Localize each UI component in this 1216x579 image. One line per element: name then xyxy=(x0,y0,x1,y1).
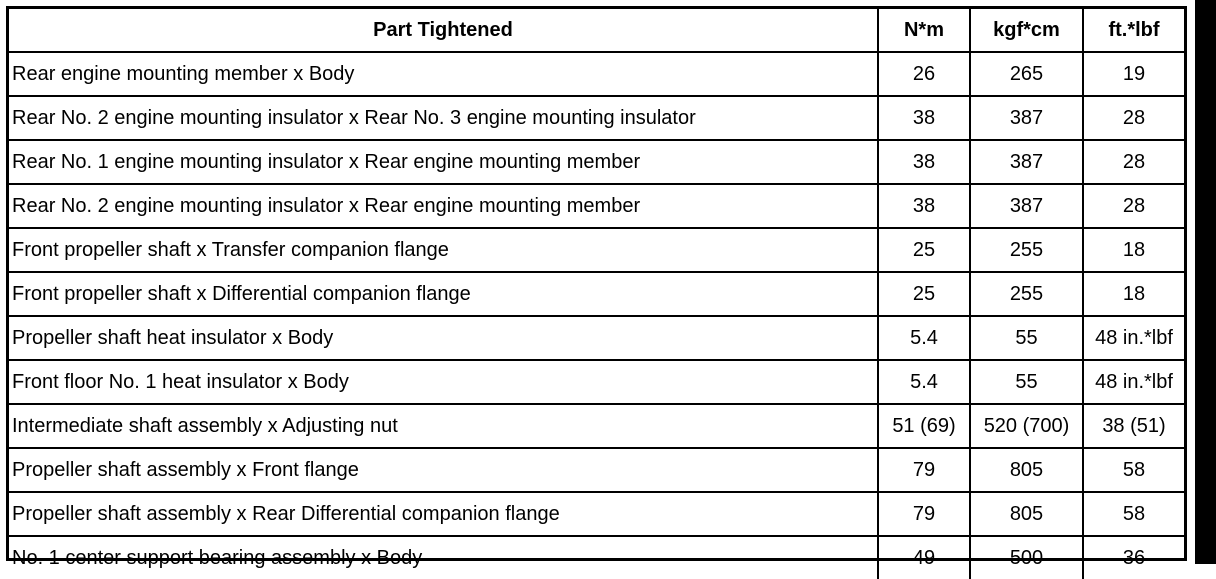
kgf-cell: 387 xyxy=(970,140,1083,184)
ft-cell: 18 xyxy=(1083,228,1184,272)
part-cell: Rear No. 2 engine mounting insulator x Rear engine mounting member xyxy=(9,184,878,228)
part-cell: Rear engine mounting member x Body xyxy=(9,52,878,96)
ft-cell: 36 xyxy=(1083,536,1184,579)
table-row xyxy=(9,52,1184,96)
ft-cell: 28 xyxy=(1083,184,1184,228)
header-part-tightened: Part Tightened xyxy=(9,9,878,52)
nm-cell: 5.4 xyxy=(878,316,970,360)
part-cell: Front propeller shaft x Transfer companion flange xyxy=(9,228,878,272)
kgf-cell: 55 xyxy=(970,360,1083,404)
kgf-cell: 520 (700) xyxy=(970,404,1083,448)
kgf-cell: 387 xyxy=(970,184,1083,228)
nm-cell: 49 xyxy=(878,536,970,579)
nm-cell: 26 xyxy=(878,52,970,96)
kgf-cell: 805 xyxy=(970,492,1083,536)
nm-cell: 79 xyxy=(878,492,970,536)
nm-cell: 5.4 xyxy=(878,360,970,404)
kgf-cell: 265 xyxy=(970,52,1083,96)
table-row xyxy=(9,536,1184,579)
nm-cell: 25 xyxy=(878,272,970,316)
table-row xyxy=(9,492,1184,536)
table-row xyxy=(9,404,1184,448)
kgf-cell: 255 xyxy=(970,272,1083,316)
header-row xyxy=(9,9,1184,52)
table-row xyxy=(9,140,1184,184)
right-edge-bar xyxy=(1195,0,1216,564)
kgf-cell: 500 xyxy=(970,536,1083,579)
table-row xyxy=(9,184,1184,228)
nm-cell: 25 xyxy=(878,228,970,272)
part-cell: Rear No. 2 engine mounting insulator x Rear No. 3 engine mounting insulator xyxy=(9,96,878,140)
nm-cell: 38 xyxy=(878,140,970,184)
table-row xyxy=(9,360,1184,404)
table-row xyxy=(9,272,1184,316)
nm-cell: 38 xyxy=(878,184,970,228)
nm-cell: 51 (69) xyxy=(878,404,970,448)
part-cell: Intermediate shaft assembly x Adjusting nut xyxy=(9,404,878,448)
header-newton-meter: N*m xyxy=(878,9,970,52)
table-row xyxy=(9,96,1184,140)
kgf-cell: 805 xyxy=(970,448,1083,492)
nm-cell: 79 xyxy=(878,448,970,492)
part-cell: No. 1 center support bearing assembly x Body xyxy=(9,536,878,579)
table-row xyxy=(9,316,1184,360)
ft-cell: 48 in.*lbf xyxy=(1083,360,1184,404)
part-cell: Propeller shaft heat insulator x Body xyxy=(9,316,878,360)
ft-cell: 58 xyxy=(1083,492,1184,536)
torque-spec-table-frame xyxy=(6,6,1187,569)
kgf-cell: 255 xyxy=(970,228,1083,272)
ft-cell: 28 xyxy=(1083,140,1184,184)
part-cell: Front floor No. 1 heat insulator x Body xyxy=(9,360,878,404)
ft-cell: 58 xyxy=(1083,448,1184,492)
ft-cell: 48 in.*lbf xyxy=(1083,316,1184,360)
part-cell: Propeller shaft assembly x Rear Differential companion flange xyxy=(9,492,878,536)
ft-cell: 28 xyxy=(1083,96,1184,140)
table-row xyxy=(9,448,1184,492)
part-cell: Front propeller shaft x Differential companion flange xyxy=(9,272,878,316)
nm-cell: 38 xyxy=(878,96,970,140)
part-cell: Propeller shaft assembly x Front flange xyxy=(9,448,878,492)
ft-cell: 18 xyxy=(1083,272,1184,316)
header-kgf-cm: kgf*cm xyxy=(970,9,1083,52)
kgf-cell: 55 xyxy=(970,316,1083,360)
ft-cell: 38 (51) xyxy=(1083,404,1184,448)
kgf-cell: 387 xyxy=(970,96,1083,140)
ft-cell: 19 xyxy=(1083,52,1184,96)
part-cell: Rear No. 1 engine mounting insulator x Rear engine mounting member xyxy=(9,140,878,184)
table-row xyxy=(9,228,1184,272)
torque-spec-table xyxy=(9,9,1184,579)
header-ft-lbf: ft.*lbf xyxy=(1083,9,1184,52)
